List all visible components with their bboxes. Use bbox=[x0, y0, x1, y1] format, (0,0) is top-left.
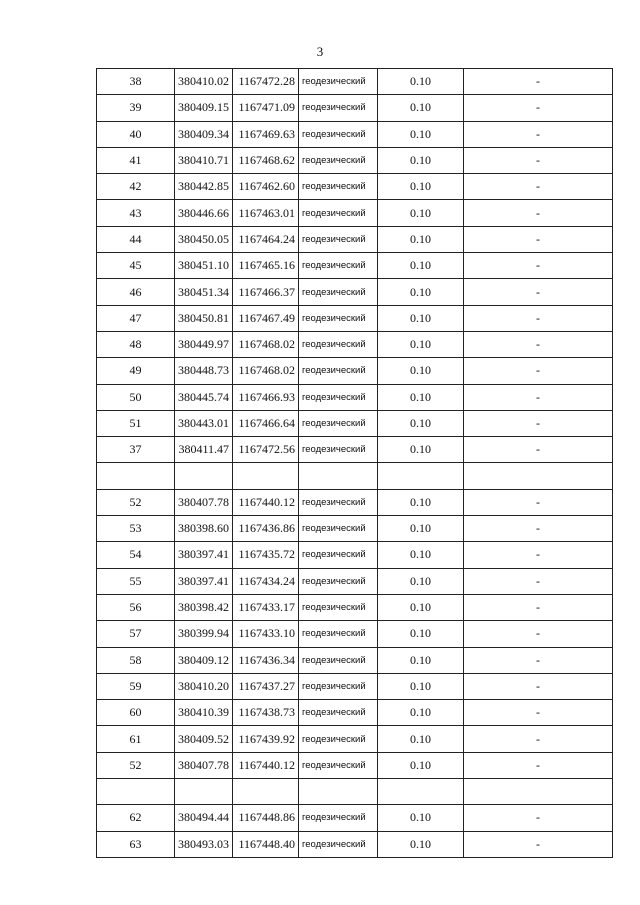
note-cell: - bbox=[464, 437, 613, 463]
table-row bbox=[97, 147, 613, 173]
table-row bbox=[97, 253, 613, 279]
note-cell: - bbox=[464, 305, 613, 331]
accuracy-cell: 0.10 bbox=[378, 200, 464, 226]
accuracy-cell: 0.10 bbox=[378, 516, 464, 542]
note-cell: - bbox=[464, 331, 613, 357]
x-coordinate-cell: 380448.73 bbox=[175, 358, 233, 384]
y-coordinate-cell: 1167435.72 bbox=[233, 542, 299, 568]
y-coordinate-cell: 1167438.73 bbox=[233, 700, 299, 726]
accuracy-cell: 0.10 bbox=[378, 279, 464, 305]
method-cell: геодезический bbox=[299, 752, 378, 778]
point-number-cell: 45 bbox=[97, 253, 175, 279]
note-cell: - bbox=[464, 831, 613, 857]
method-cell: геодезический bbox=[299, 726, 378, 752]
accuracy-cell bbox=[378, 779, 464, 805]
point-number-cell: 52 bbox=[97, 752, 175, 778]
table-row bbox=[97, 305, 613, 331]
y-coordinate-cell: 1167440.12 bbox=[233, 752, 299, 778]
point-number-cell: 60 bbox=[97, 700, 175, 726]
accuracy-cell: 0.10 bbox=[378, 594, 464, 620]
y-coordinate-cell: 1167466.93 bbox=[233, 384, 299, 410]
y-coordinate-cell: 1167433.17 bbox=[233, 594, 299, 620]
x-coordinate-cell: 380409.34 bbox=[175, 121, 233, 147]
point-number-cell: 46 bbox=[97, 279, 175, 305]
y-coordinate-cell: 1167436.86 bbox=[233, 516, 299, 542]
table-row bbox=[97, 831, 613, 857]
method-cell: геодезический bbox=[299, 568, 378, 594]
y-coordinate-cell: 1167436.34 bbox=[233, 647, 299, 673]
note-cell: - bbox=[464, 594, 613, 620]
note-cell: - bbox=[464, 200, 613, 226]
table-row bbox=[97, 226, 613, 252]
note-cell: - bbox=[464, 95, 613, 121]
x-coordinate-cell: 380410.20 bbox=[175, 673, 233, 699]
method-cell: геодезический bbox=[299, 331, 378, 357]
y-coordinate-cell: 1167468.02 bbox=[233, 331, 299, 357]
accuracy-cell: 0.10 bbox=[378, 174, 464, 200]
y-coordinate-cell: 1167467.49 bbox=[233, 305, 299, 331]
note-cell: - bbox=[464, 516, 613, 542]
x-coordinate-cell: 380410.39 bbox=[175, 700, 233, 726]
table-row bbox=[97, 200, 613, 226]
note-cell: - bbox=[464, 568, 613, 594]
table-row bbox=[97, 594, 613, 620]
note-cell: - bbox=[464, 489, 613, 515]
method-cell: геодезический bbox=[299, 594, 378, 620]
y-coordinate-cell: 1167472.28 bbox=[233, 69, 299, 95]
y-coordinate-cell: 1167440.12 bbox=[233, 489, 299, 515]
note-cell: - bbox=[464, 542, 613, 568]
y-coordinate-cell: 1167439.92 bbox=[233, 726, 299, 752]
point-number-cell: 59 bbox=[97, 673, 175, 699]
note-cell: - bbox=[464, 147, 613, 173]
accuracy-cell: 0.10 bbox=[378, 489, 464, 515]
accuracy-cell: 0.10 bbox=[378, 437, 464, 463]
x-coordinate-cell: 380450.81 bbox=[175, 305, 233, 331]
x-coordinate-cell: 380445.74 bbox=[175, 384, 233, 410]
accuracy-cell: 0.10 bbox=[378, 621, 464, 647]
accuracy-cell: 0.10 bbox=[378, 384, 464, 410]
y-coordinate-cell: 1167462.60 bbox=[233, 174, 299, 200]
method-cell: геодезический bbox=[299, 516, 378, 542]
table-row bbox=[97, 331, 613, 357]
x-coordinate-cell: 380449.97 bbox=[175, 331, 233, 357]
method-cell: геодезический bbox=[299, 253, 378, 279]
method-cell: геодезический bbox=[299, 542, 378, 568]
x-coordinate-cell: 380409.12 bbox=[175, 647, 233, 673]
table-row bbox=[97, 568, 613, 594]
note-cell: - bbox=[464, 805, 613, 831]
coordinates-table bbox=[96, 68, 613, 858]
accuracy-cell: 0.10 bbox=[378, 752, 464, 778]
method-cell bbox=[299, 463, 378, 489]
y-coordinate-cell: 1167468.02 bbox=[233, 358, 299, 384]
x-coordinate-cell: 380410.71 bbox=[175, 147, 233, 173]
method-cell: геодезический bbox=[299, 305, 378, 331]
method-cell: геодезический bbox=[299, 621, 378, 647]
method-cell: геодезический bbox=[299, 279, 378, 305]
x-coordinate-cell: 380397.41 bbox=[175, 542, 233, 568]
point-number-cell: 53 bbox=[97, 516, 175, 542]
table-row bbox=[97, 726, 613, 752]
point-number-cell bbox=[97, 779, 175, 805]
note-cell: - bbox=[464, 410, 613, 436]
x-coordinate-cell: 380493.03 bbox=[175, 831, 233, 857]
table-row bbox=[97, 463, 613, 489]
x-coordinate-cell: 380409.52 bbox=[175, 726, 233, 752]
accuracy-cell: 0.10 bbox=[378, 568, 464, 594]
accuracy-cell: 0.10 bbox=[378, 831, 464, 857]
method-cell: геодезический bbox=[299, 358, 378, 384]
method-cell: геодезический bbox=[299, 69, 378, 95]
accuracy-cell: 0.10 bbox=[378, 305, 464, 331]
note-cell: - bbox=[464, 358, 613, 384]
accuracy-cell: 0.10 bbox=[378, 121, 464, 147]
note-cell: - bbox=[464, 253, 613, 279]
note-cell: - bbox=[464, 621, 613, 647]
note-cell: - bbox=[464, 226, 613, 252]
x-coordinate-cell: 380494.44 bbox=[175, 805, 233, 831]
method-cell: геодезический bbox=[299, 700, 378, 726]
point-number-cell: 48 bbox=[97, 331, 175, 357]
x-coordinate-cell: 380410.02 bbox=[175, 69, 233, 95]
point-number-cell bbox=[97, 463, 175, 489]
table-row bbox=[97, 805, 613, 831]
x-coordinate-cell: 380407.78 bbox=[175, 752, 233, 778]
point-number-cell: 47 bbox=[97, 305, 175, 331]
point-number-cell: 43 bbox=[97, 200, 175, 226]
method-cell: геодезический bbox=[299, 437, 378, 463]
accuracy-cell: 0.10 bbox=[378, 147, 464, 173]
accuracy-cell: 0.10 bbox=[378, 542, 464, 568]
x-coordinate-cell bbox=[175, 779, 233, 805]
method-cell: геодезический bbox=[299, 673, 378, 699]
method-cell: геодезический bbox=[299, 121, 378, 147]
accuracy-cell bbox=[378, 463, 464, 489]
method-cell: геодезический bbox=[299, 805, 378, 831]
x-coordinate-cell: 380409.15 bbox=[175, 95, 233, 121]
accuracy-cell: 0.10 bbox=[378, 647, 464, 673]
method-cell: геодезический bbox=[299, 174, 378, 200]
accuracy-cell: 0.10 bbox=[378, 226, 464, 252]
y-coordinate-cell: 1167471.09 bbox=[233, 95, 299, 121]
method-cell: геодезический bbox=[299, 200, 378, 226]
method-cell: геодезический bbox=[299, 410, 378, 436]
y-coordinate-cell: 1167463.01 bbox=[233, 200, 299, 226]
point-number-cell: 54 bbox=[97, 542, 175, 568]
note-cell: - bbox=[464, 121, 613, 147]
table-row bbox=[97, 779, 613, 805]
table-row bbox=[97, 673, 613, 699]
page-number: 3 bbox=[316, 44, 324, 59]
point-number-cell: 57 bbox=[97, 621, 175, 647]
accuracy-cell: 0.10 bbox=[378, 69, 464, 95]
note-cell bbox=[464, 779, 613, 805]
note-cell: - bbox=[464, 384, 613, 410]
method-cell: геодезический bbox=[299, 831, 378, 857]
accuracy-cell: 0.10 bbox=[378, 253, 464, 279]
table-row bbox=[97, 542, 613, 568]
method-cell: геодезический bbox=[299, 226, 378, 252]
y-coordinate-cell: 1167472.56 bbox=[233, 437, 299, 463]
y-coordinate-cell: 1167433.10 bbox=[233, 621, 299, 647]
note-cell: - bbox=[464, 700, 613, 726]
accuracy-cell: 0.10 bbox=[378, 700, 464, 726]
method-cell: геодезический bbox=[299, 95, 378, 121]
table-row bbox=[97, 621, 613, 647]
x-coordinate-cell bbox=[175, 463, 233, 489]
y-coordinate-cell: 1167464.24 bbox=[233, 226, 299, 252]
accuracy-cell: 0.10 bbox=[378, 95, 464, 121]
table-row bbox=[97, 410, 613, 436]
table-row bbox=[97, 174, 613, 200]
method-cell: геодезический bbox=[299, 489, 378, 515]
note-cell: - bbox=[464, 726, 613, 752]
note-cell bbox=[464, 463, 613, 489]
y-coordinate-cell: 1167469.63 bbox=[233, 121, 299, 147]
x-coordinate-cell: 380399.94 bbox=[175, 621, 233, 647]
table-row bbox=[97, 437, 613, 463]
y-coordinate-cell: 1167434.24 bbox=[233, 568, 299, 594]
x-coordinate-cell: 380443.01 bbox=[175, 410, 233, 436]
point-number-cell: 63 bbox=[97, 831, 175, 857]
note-cell: - bbox=[464, 174, 613, 200]
table-row bbox=[97, 489, 613, 515]
point-number-cell: 51 bbox=[97, 410, 175, 436]
point-number-cell: 39 bbox=[97, 95, 175, 121]
point-number-cell: 52 bbox=[97, 489, 175, 515]
y-coordinate-cell bbox=[233, 779, 299, 805]
x-coordinate-cell: 380398.60 bbox=[175, 516, 233, 542]
y-coordinate-cell: 1167437.27 bbox=[233, 673, 299, 699]
point-number-cell: 50 bbox=[97, 384, 175, 410]
accuracy-cell: 0.10 bbox=[378, 726, 464, 752]
y-coordinate-cell bbox=[233, 463, 299, 489]
table-row bbox=[97, 384, 613, 410]
note-cell: - bbox=[464, 673, 613, 699]
coordinates-table-body bbox=[97, 69, 613, 858]
x-coordinate-cell: 380411.47 bbox=[175, 437, 233, 463]
note-cell: - bbox=[464, 279, 613, 305]
table-row bbox=[97, 700, 613, 726]
x-coordinate-cell: 380398.42 bbox=[175, 594, 233, 620]
accuracy-cell: 0.10 bbox=[378, 805, 464, 831]
table-row bbox=[97, 121, 613, 147]
point-number-cell: 61 bbox=[97, 726, 175, 752]
accuracy-cell: 0.10 bbox=[378, 358, 464, 384]
method-cell: геодезический bbox=[299, 647, 378, 673]
table-row bbox=[97, 752, 613, 778]
y-coordinate-cell: 1167448.40 bbox=[233, 831, 299, 857]
method-cell: геодезический bbox=[299, 384, 378, 410]
y-coordinate-cell: 1167465.16 bbox=[233, 253, 299, 279]
y-coordinate-cell: 1167466.37 bbox=[233, 279, 299, 305]
y-coordinate-cell: 1167466.64 bbox=[233, 410, 299, 436]
table-row bbox=[97, 95, 613, 121]
note-cell: - bbox=[464, 752, 613, 778]
x-coordinate-cell: 380451.10 bbox=[175, 253, 233, 279]
note-cell: - bbox=[464, 647, 613, 673]
table-row bbox=[97, 69, 613, 95]
point-number-cell: 49 bbox=[97, 358, 175, 384]
x-coordinate-cell: 380446.66 bbox=[175, 200, 233, 226]
method-cell bbox=[299, 779, 378, 805]
point-number-cell: 44 bbox=[97, 226, 175, 252]
point-number-cell: 37 bbox=[97, 437, 175, 463]
accuracy-cell: 0.10 bbox=[378, 331, 464, 357]
method-cell: геодезический bbox=[299, 147, 378, 173]
point-number-cell: 41 bbox=[97, 147, 175, 173]
y-coordinate-cell: 1167448.86 bbox=[233, 805, 299, 831]
point-number-cell: 56 bbox=[97, 594, 175, 620]
point-number-cell: 40 bbox=[97, 121, 175, 147]
x-coordinate-cell: 380442.85 bbox=[175, 174, 233, 200]
x-coordinate-cell: 380450.05 bbox=[175, 226, 233, 252]
table-row bbox=[97, 647, 613, 673]
x-coordinate-cell: 380397.41 bbox=[175, 568, 233, 594]
y-coordinate-cell: 1167468.62 bbox=[233, 147, 299, 173]
accuracy-cell: 0.10 bbox=[378, 410, 464, 436]
point-number-cell: 58 bbox=[97, 647, 175, 673]
x-coordinate-cell: 380407.78 bbox=[175, 489, 233, 515]
note-cell: - bbox=[464, 69, 613, 95]
table-row bbox=[97, 358, 613, 384]
table-row bbox=[97, 279, 613, 305]
point-number-cell: 42 bbox=[97, 174, 175, 200]
accuracy-cell: 0.10 bbox=[378, 673, 464, 699]
table-row bbox=[97, 516, 613, 542]
point-number-cell: 62 bbox=[97, 805, 175, 831]
x-coordinate-cell: 380451.34 bbox=[175, 279, 233, 305]
point-number-cell: 38 bbox=[97, 69, 175, 95]
point-number-cell: 55 bbox=[97, 568, 175, 594]
